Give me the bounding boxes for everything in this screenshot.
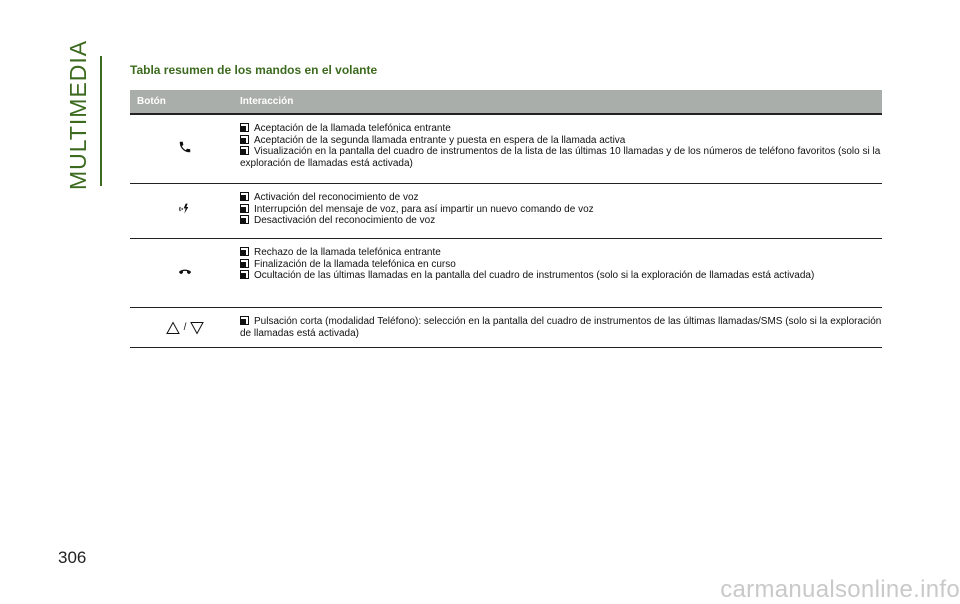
phone-hangup-icon	[178, 264, 192, 282]
item-text: Aceptación de la llamada telefónica entrante	[254, 123, 451, 134]
voice-recognition-icon	[177, 201, 193, 222]
bullet-icon	[240, 316, 249, 325]
item-text: Ocultación de las últimas llamadas en la pantalla del cuadro de instrumentos (solo si la exploración de llamadas está activada)	[254, 270, 815, 282]
button-cell	[130, 239, 240, 307]
bullet-icon	[240, 123, 249, 132]
table-title: Tabla resumen de los mandos en el volante	[130, 63, 378, 77]
item-text: Desactivación del reconocimiento de voz	[254, 215, 436, 227]
table-row	[130, 239, 882, 308]
item-text: Pulsación corta (modalidad Teléfono): selección en la pantalla del cuadro de instrumentos de las últimas llamadas/SMS (solo si la exploración de llamadas está activada)	[240, 316, 882, 339]
interaction-cell	[240, 239, 882, 307]
bullet-icon	[240, 204, 249, 213]
list-item	[240, 270, 882, 282]
button-cell	[130, 115, 240, 183]
button-cell	[130, 308, 240, 347]
arrow-separator: /	[183, 322, 187, 333]
table-row	[130, 308, 882, 348]
watermark: carmanualsonline.info	[720, 576, 960, 603]
table-row	[130, 115, 882, 184]
item-text: Rechazo de la llamada telefónica entrante	[254, 247, 441, 258]
interaction-cell	[240, 308, 882, 347]
column-header-interaction: Interacción	[240, 96, 294, 107]
interaction-cell	[240, 115, 882, 183]
list-item	[240, 316, 882, 339]
item-text: Aceptación de la segunda llamada entrante y puesta en espera de la llamada activa	[254, 134, 626, 146]
phone-accept-icon	[178, 140, 192, 159]
page-number: 306	[58, 548, 87, 567]
bullet-icon	[240, 259, 249, 268]
item-text: Interrupción del mensaje de voz, para así impartir un nuevo comando de voz	[254, 203, 594, 215]
table-row	[130, 184, 882, 239]
bullet-icon	[240, 192, 249, 201]
list-item	[240, 123, 882, 135]
section-label: MULTIMEDIA	[65, 39, 91, 190]
bullet-icon	[240, 247, 249, 256]
bullet-icon	[240, 146, 249, 155]
list-item	[240, 215, 882, 227]
item-text: Visualización en la pantalla del cuadro de instrumentos de la lista de las últimas 10 llamadas y de los números de teléfono favoritos (solo si la exploración de llamadas está activada)	[240, 146, 881, 169]
list-item	[240, 192, 882, 204]
item-text: Finalización de la llamada telefónica en curso	[254, 258, 456, 270]
list-item	[240, 146, 882, 169]
button-cell	[130, 184, 240, 238]
triangle-down-icon	[190, 321, 204, 335]
table-header	[130, 90, 882, 115]
controls-table	[130, 90, 882, 348]
list-item	[240, 247, 882, 259]
bullet-icon	[240, 215, 249, 224]
triangle-up-icon	[166, 321, 180, 335]
bullet-icon	[240, 270, 249, 279]
list-item	[240, 135, 882, 147]
list-item	[240, 259, 882, 271]
item-text: Activación del reconocimiento de voz	[254, 192, 419, 203]
list-item	[240, 204, 882, 216]
section-rule	[100, 56, 102, 186]
column-header-button: Botón	[137, 96, 166, 107]
up-down-arrows-icon	[166, 321, 205, 335]
interaction-cell	[240, 184, 882, 238]
bullet-icon	[240, 135, 249, 144]
